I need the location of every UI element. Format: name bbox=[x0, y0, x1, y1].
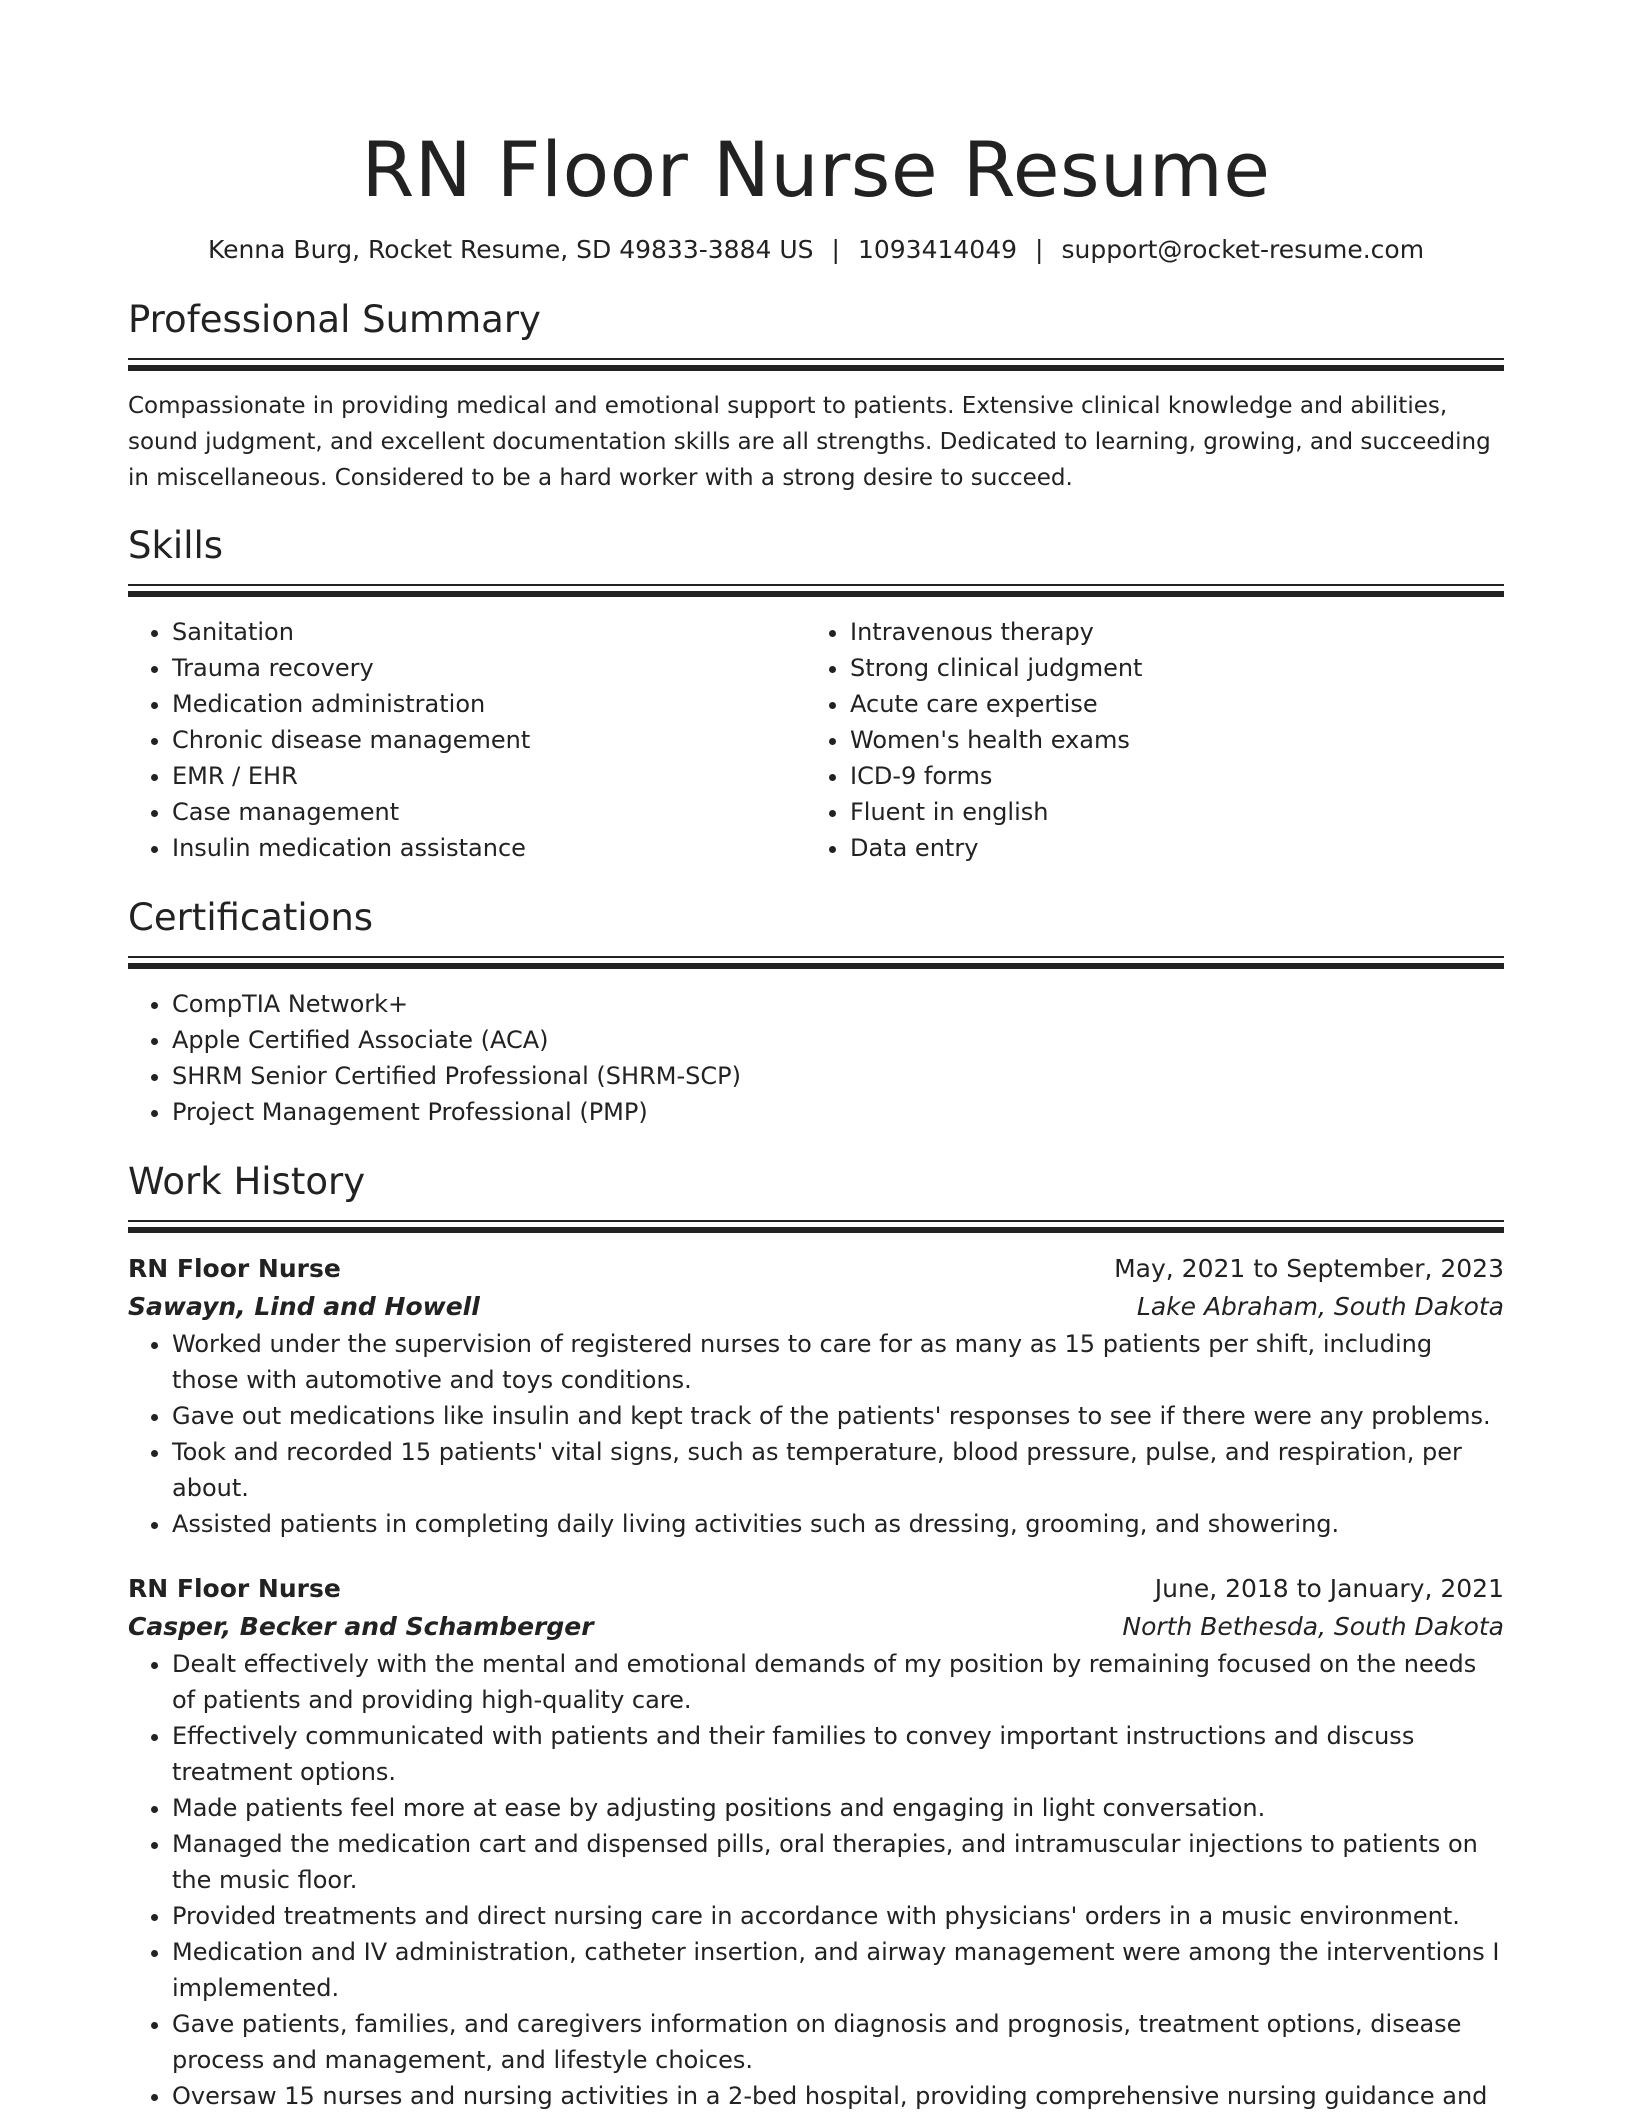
certifications-list bbox=[128, 986, 1504, 1130]
job-bullet: • Made patients feel more at ease by adjusting positions and engaging in light conversation. bbox=[172, 1790, 1504, 1826]
job-bullet: • Gave out medications like insulin and kept track of the patients' responses to see if there were any problems. bbox=[172, 1398, 1504, 1434]
job-bullets bbox=[128, 1646, 1504, 2114]
contact-address: Kenna Burg, Rocket Resume, SD 49833-3884 US bbox=[207, 235, 814, 264]
skill-item: • Case management bbox=[172, 794, 806, 830]
page-title: RN Floor Nurse Resume bbox=[361, 125, 1271, 214]
certification-item: • SHRM Senior Certified Professional (SHRM-SCP) bbox=[172, 1058, 1504, 1094]
skill-item: • Sanitation bbox=[172, 614, 806, 650]
certifications-section bbox=[128, 894, 1504, 1130]
contact-phone: 1093414049 bbox=[857, 235, 1018, 264]
skill-item: • EMR / EHR bbox=[172, 758, 806, 794]
job-company: Sawayn, Lind and Howell bbox=[128, 1292, 480, 1321]
skill-item: • Chronic disease management bbox=[172, 722, 806, 758]
job-subheader bbox=[128, 1288, 1504, 1326]
certification-item: • Project Management Professional (PMP) bbox=[172, 1094, 1504, 1130]
job-bullet: • Worked under the supervision of registered nurses to care for as many as 15 patients per shift, including those with automotive and toys conditions. bbox=[172, 1326, 1504, 1398]
job-dates: May, 2021 to September, 2023 bbox=[1114, 1254, 1504, 1283]
skills-section bbox=[128, 522, 1504, 866]
job-location: North Bethesda, South Dakota bbox=[1122, 1612, 1504, 1641]
job-company: Casper, Becker and Schamberger bbox=[128, 1612, 594, 1641]
job-subheader bbox=[128, 1608, 1504, 1646]
contact-separator: | bbox=[831, 235, 840, 264]
job-bullet: • Provided treatments and direct nursing care in accordance with physicians' orders in a music environment. bbox=[172, 1898, 1504, 1934]
job-location: Lake Abraham, South Dakota bbox=[1136, 1292, 1504, 1321]
job-entry bbox=[128, 1570, 1504, 2114]
section-divider bbox=[128, 956, 1504, 972]
certifications-heading: Certifications bbox=[128, 896, 374, 939]
job-bullets bbox=[128, 1326, 1504, 1542]
skill-item: • Insulin medication assistance bbox=[172, 830, 806, 866]
job-title: RN Floor Nurse bbox=[128, 1574, 341, 1603]
certification-item: • CompTIA Network+ bbox=[172, 986, 1504, 1022]
skill-item: • ICD-9 forms bbox=[850, 758, 1484, 794]
work-history-heading: Work History bbox=[128, 1160, 366, 1203]
skill-item: • Women's health exams bbox=[850, 722, 1484, 758]
skills-list-left bbox=[128, 614, 806, 866]
job-bullet: • Medication and IV administration, catheter insertion, and airway management were among the interventions I implemented. bbox=[172, 1934, 1504, 2006]
contact-separator: | bbox=[1035, 235, 1044, 264]
skill-item: • Trauma recovery bbox=[172, 650, 806, 686]
job-title: RN Floor Nurse bbox=[128, 1254, 341, 1283]
job-bullet: • Oversaw 15 nurses and nursing activities in a 2-bed hospital, providing comprehensive nursing guidance and bbox=[172, 2078, 1504, 2114]
job-header bbox=[128, 1250, 1504, 1288]
contact-email[interactable]: support@rocket-resume.com bbox=[1061, 235, 1425, 264]
skills-column-left bbox=[128, 614, 806, 866]
contact-line bbox=[128, 232, 1504, 268]
skill-item: • Acute care expertise bbox=[850, 686, 1484, 722]
job-entry bbox=[128, 1250, 1504, 1542]
section-divider bbox=[128, 358, 1504, 374]
job-bullet: • Gave patients, families, and caregivers information on diagnosis and prognosis, treatment options, disease process and management, and lifestyle choices. bbox=[172, 2006, 1504, 2078]
summary-section bbox=[128, 296, 1504, 496]
job-bullet: • Dealt effectively with the mental and emotional demands of my position by remaining focused on the needs of patients and providing high-quality care. bbox=[172, 1646, 1504, 1718]
job-bullet: • Took and recorded 15 patients' vital signs, such as temperature, blood pressure, pulse, and respiration, per about. bbox=[172, 1434, 1504, 1506]
skills-columns bbox=[128, 614, 1504, 866]
skill-item: • Data entry bbox=[850, 830, 1484, 866]
job-header bbox=[128, 1570, 1504, 1608]
job-bullet: • Assisted patients in completing daily living activities such as dressing, grooming, and showering. bbox=[172, 1506, 1504, 1542]
skills-column-right bbox=[806, 614, 1484, 866]
section-divider bbox=[128, 1220, 1504, 1236]
job-dates: June, 2018 to January, 2021 bbox=[1154, 1574, 1504, 1603]
skill-item: • Fluent in english bbox=[850, 794, 1484, 830]
summary-heading: Professional Summary bbox=[128, 298, 541, 341]
skill-item: • Intravenous therapy bbox=[850, 614, 1484, 650]
job-bullet: • Effectively communicated with patients and their families to convey important instructions and discuss treatment options. bbox=[172, 1718, 1504, 1790]
certification-item: • Apple Certified Associate (ACA) bbox=[172, 1022, 1504, 1058]
work-history-section bbox=[128, 1158, 1504, 2114]
skill-item: • Medication administration bbox=[172, 686, 806, 722]
skill-item: • Strong clinical judgment bbox=[850, 650, 1484, 686]
section-divider bbox=[128, 584, 1504, 600]
skills-heading: Skills bbox=[128, 524, 224, 567]
job-bullet: • Managed the medication cart and dispensed pills, oral therapies, and intramuscular injections to patients on the music floor. bbox=[172, 1826, 1504, 1898]
summary-text: Compassionate in providing medical and emotional support to patients. Extensive clinical knowledge and abilities, sound judgment, and excellent documentation skills are all strengths. Dedicated to learning, growing, and succeeding in miscellaneous. Considered to be a hard worker with a strong desire to succeed. bbox=[128, 393, 1491, 491]
resume-page bbox=[128, 0, 1504, 2114]
skills-list-right bbox=[806, 614, 1484, 866]
